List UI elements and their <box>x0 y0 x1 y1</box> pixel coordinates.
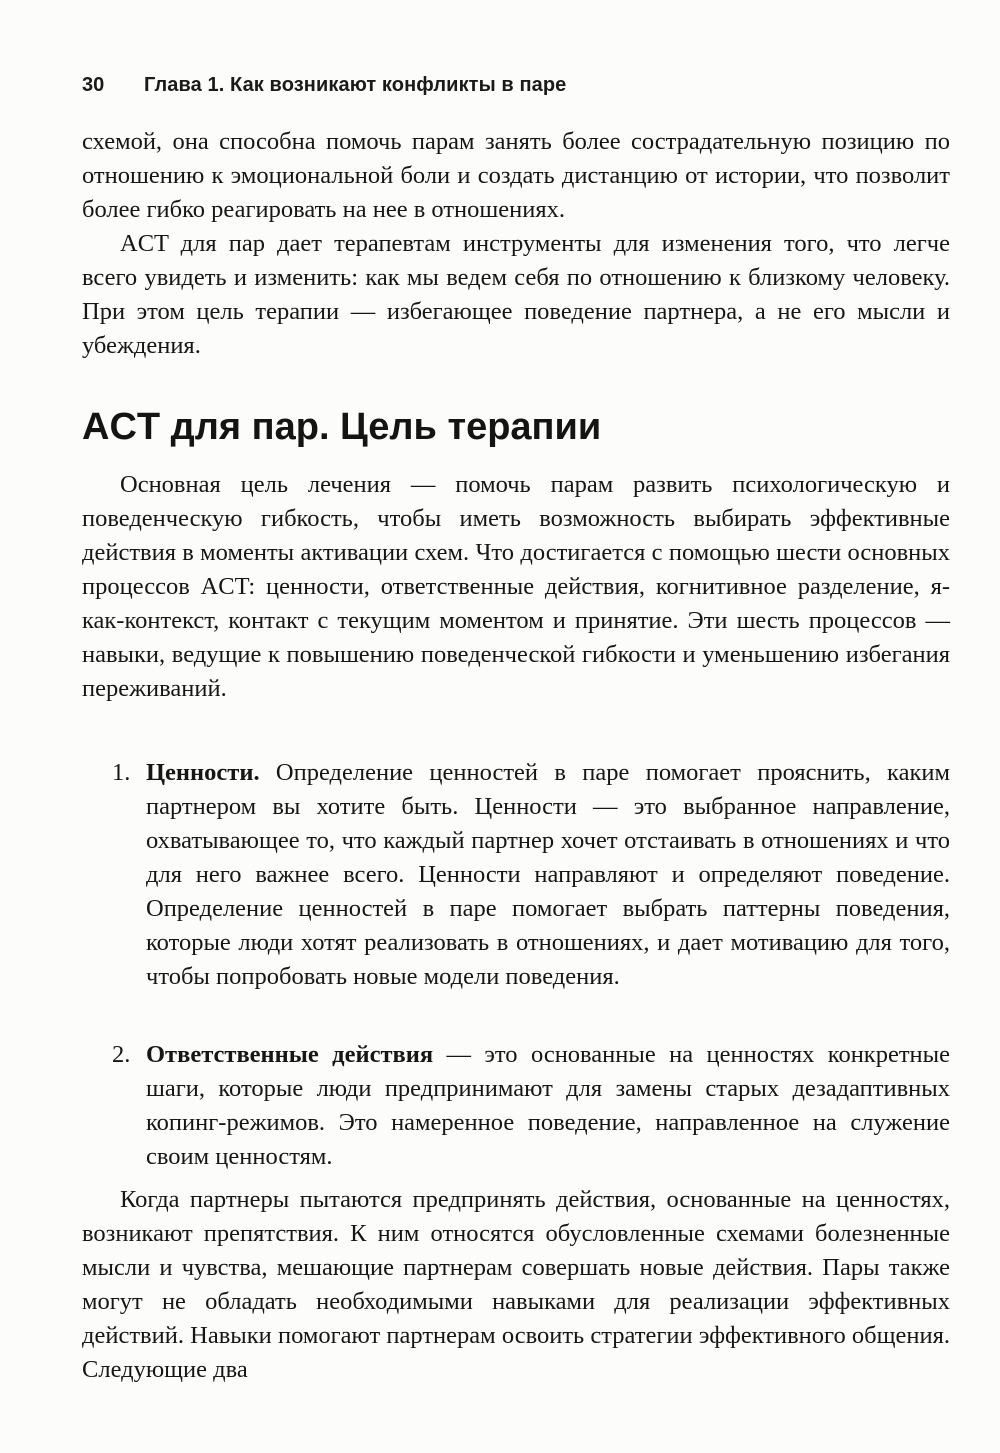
list-text: — это основанные на ценностях конкретные шаги, которые люди предпринимают для замены старых дезадаптивных копинг-режимов. Это намеренное поведение, направленное на служение своим ценностям. <box>146 1041 950 1170</box>
running-title: Глава 1. Как возникают конфликты в паре <box>144 74 567 96</box>
paragraph-text: Когда партнеры пытаются предпринять действия, основанные на ценностях, возникают препятствия. К ним относятся обусловленные схемами болезненные мысли и чувства, мешающие партнерам совершать новые действия. Пары также могут не обладать необходимыми навыками для реализации эффективных действий. Навыки помогают партнерам освоить стратегии эффективного общения. Следующие два <box>82 1186 950 1383</box>
list-number: 2. <box>112 1041 131 1068</box>
list-item-values <box>82 756 950 994</box>
paragraph-act-tools <box>82 227 950 363</box>
paragraph-text: Основная цель лечения — помочь парам развить психологическую и поведенческую гибкость, чтобы иметь возможность выбирать эффективные действия в моменты активации схем. Что достигается с помощью шести основных процессов ACT: ценности, ответственные действия, когнитивное разделение, я-как-контекст, контакт с текущим моментом и принятие. Эти шесть процессов — навыки, ведущие к повышению поведенческой гибкости и уменьшению избегания переживаний. <box>82 471 950 702</box>
list-item <box>82 1038 950 1174</box>
page-header <box>82 72 566 98</box>
paragraph-text: схемой, она способна помочь парам занять более сострадательную позицию по отношению к эмоциональной боли и создать дистанцию от истории, что позволит более гибко реагировать на нее в отношениях. <box>82 128 950 223</box>
paragraph-text: ACT для пар дает терапевтам инструменты для изменения того, что легче всего увидеть и изменить: как мы ведем себя по отношению к близкому человеку. При этом цель терапии — избегающее поведение партнера, а не его мысли и убеждения. <box>82 230 950 359</box>
page-number: 30 <box>82 74 105 96</box>
paragraph-main-goal <box>82 468 950 706</box>
list-term: Ценности. <box>146 759 260 786</box>
list-text: Определение ценностей в паре помогает прояснить, каким партнером вы хотите быть. Ценности — это выбранное направление, охватывающее то, что каждый партнер хочет отстаивать в отношениях и что для него важнее всего. Ценности направляют и определяют поведение. Определение ценностей в паре помогает выбрать паттерны поведения, которые люди хотят реализовать в отношениях, и дает мотивацию для того, чтобы попробовать новые модели поведения. <box>146 759 950 990</box>
paragraph-continuation <box>82 125 950 227</box>
list-term: Ответственные действия <box>146 1041 434 1068</box>
section-heading: ACT для пар. Цель терапии <box>82 406 602 448</box>
list-item-committed-action <box>82 1038 950 1174</box>
paragraph-obstacles <box>82 1183 950 1387</box>
list-item <box>82 756 950 994</box>
list-number: 1. <box>112 759 131 786</box>
